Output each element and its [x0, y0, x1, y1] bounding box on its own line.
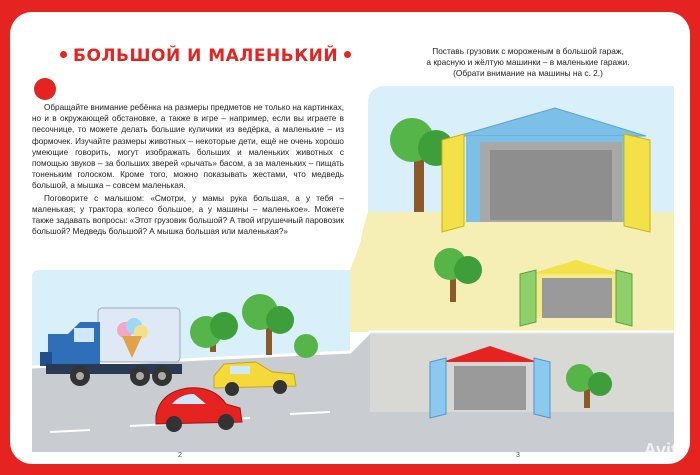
page-number-right: 3 [516, 452, 520, 459]
paragraph: Поговорите с малышом: «Смотри, у мамы рука большая, а у тебя – маленькая; у трактора колесо большое, а у машины – маленькое». Можете также задавать вопросы: «Этот грузовик большой? А твой игрушечный паровозик большой? Медведь большой? А мышка большая или маленькая?» [32, 193, 344, 237]
task-line: (Обрати внимание на машины на с. 2.) [453, 68, 603, 78]
paragraph: Обращайте внимание ребёнка на размеры предметов не только на картинках, но и в окружающей обстановке, а также в игре – например, если вы играете в песочнице, то можете делать большие куличики из ведёрка, а маленькие – из формочек. Изучайте размеры животных – некоторые дети, ещё не очень хорошо умеющие говорить, могут изображать больших и маленьких животных с помощью звуков – за больших зверей «рычать» басом, а за маленьких – пищать тоненьким голоском. Кроме того, можно показывать жестами, что медведь большой, а мышка – совсем маленькая. [32, 103, 344, 191]
parent-instructions [32, 102, 344, 238]
tree-left-3 [294, 334, 318, 358]
parents-badge [34, 78, 56, 100]
task-line: а красную и жёлтую машинки – в маленькие гаражи. [426, 57, 630, 67]
page-number-left: 2 [178, 452, 182, 459]
page-title: БОЛЬШОЙ И МАЛЕНЬКИЙ [54, 46, 357, 66]
watermark: Avito [643, 440, 688, 460]
task-text [398, 46, 658, 79]
task-line: Поставь грузовик с мороженым в большой гараж, [432, 46, 624, 56]
spread [10, 12, 690, 464]
